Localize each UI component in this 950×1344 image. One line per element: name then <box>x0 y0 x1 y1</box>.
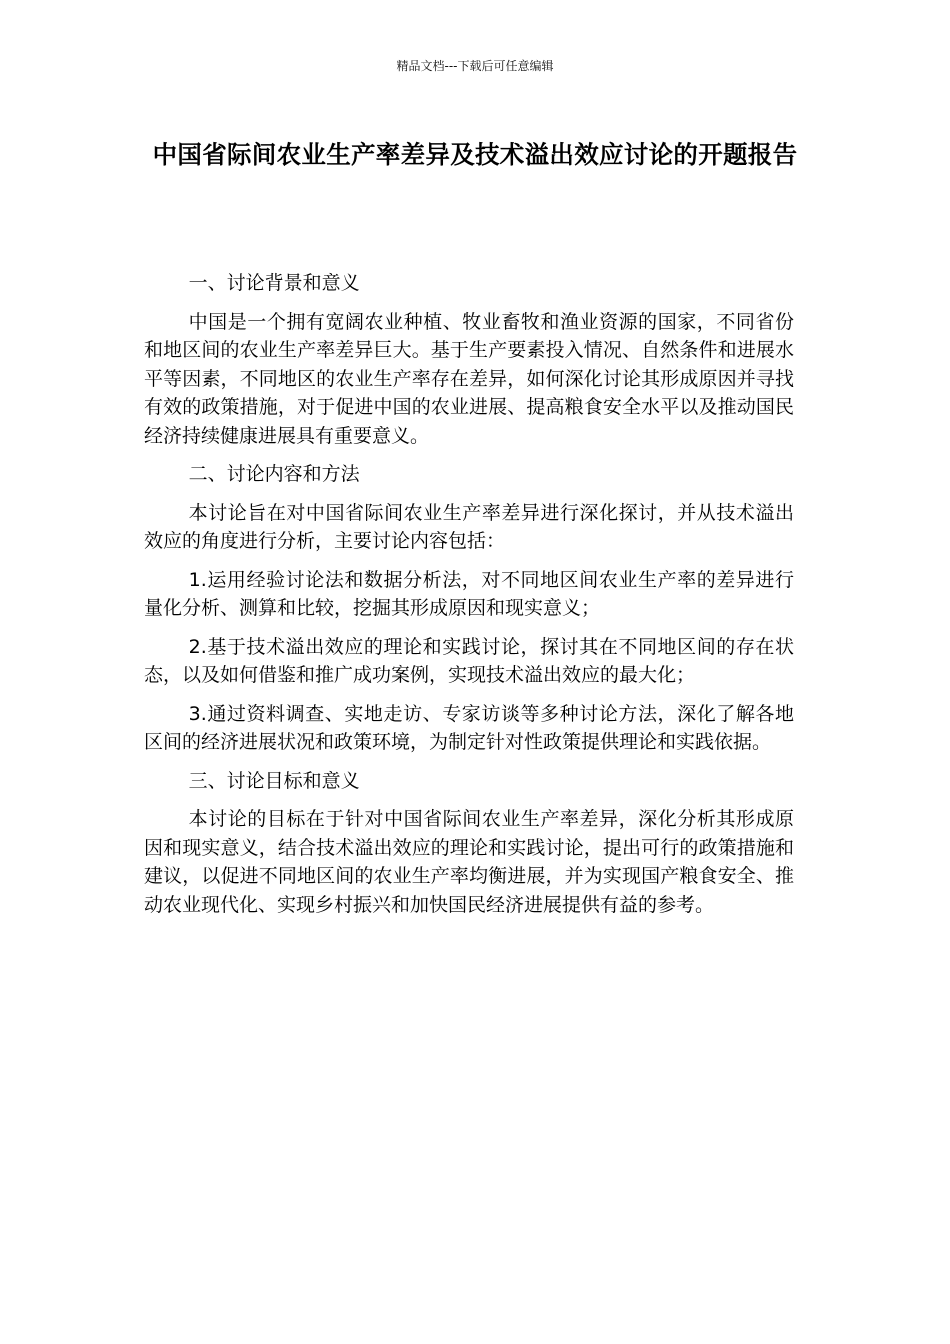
paragraph-content-intro: 本讨论旨在对中国省际间农业生产率差异进行深化探讨，并从技术溢出效应的角度进行分析，主要讨论内容包括： <box>144 501 794 552</box>
list-item-2: 2.基于技术溢出效应的理论和实践讨论，探讨其在不同地区间的存在状态，以及如何借鉴和推广成功案例，实现技术溢出效应的最大化； <box>144 635 794 686</box>
document-body <box>144 269 794 929</box>
header-note: 精品文档---下载后可任意编辑 <box>396 59 554 73</box>
section-content-methods <box>144 460 794 757</box>
document-title: 中国省际间农业生产率差异及技术溢出效应讨论的开题报告 <box>152 140 798 169</box>
section-goals <box>144 767 794 920</box>
section-background <box>144 269 794 450</box>
section-heading-background: 一、讨论背景和意义 <box>188 272 360 294</box>
paragraph-goals: 本讨论的目标在于针对中国省际间农业生产率差异，深化分析其形成原因和现实意义，结合技术溢出效应的理论和实践讨论，提出可行的政策措施和建议，以促进不同地区间的农业生产率均衡进展，并为实现国产粮食安全、推动农业现代化、实现乡村振兴和加快国民经济进展提供有益的参考。 <box>144 808 794 916</box>
paragraph-background: 中国是一个拥有宽阔农业种植、牧业畜牧和渔业资源的国家，不同省份和地区间的农业生产率差异巨大。基于生产要素投入情况、自然条件和进展水平等因素，不同地区的农业生产率存在差异，如何深化讨论其形成原因并寻找有效的政策措施，对于促进中国的农业进展、提高粮食安全水平以及推动国民经济持续健康进展具有重要意义。 <box>144 310 794 447</box>
list-item-3: 3.通过资料调查、实地走访、专家访谈等多种讨论方法，深化了解各地区间的经济进展状况和政策环境，为制定针对性政策提供理论和实践依据。 <box>144 702 794 753</box>
section-heading-content-methods: 二、讨论内容和方法 <box>188 463 360 485</box>
section-heading-goals: 三、讨论目标和意义 <box>188 769 360 792</box>
list-item-1: 1.运用经验讨论法和数据分析法，对不同地区间农业生产率的差异进行量化分析、测算和比较，挖掘其形成原因和现实意义； <box>144 568 794 619</box>
